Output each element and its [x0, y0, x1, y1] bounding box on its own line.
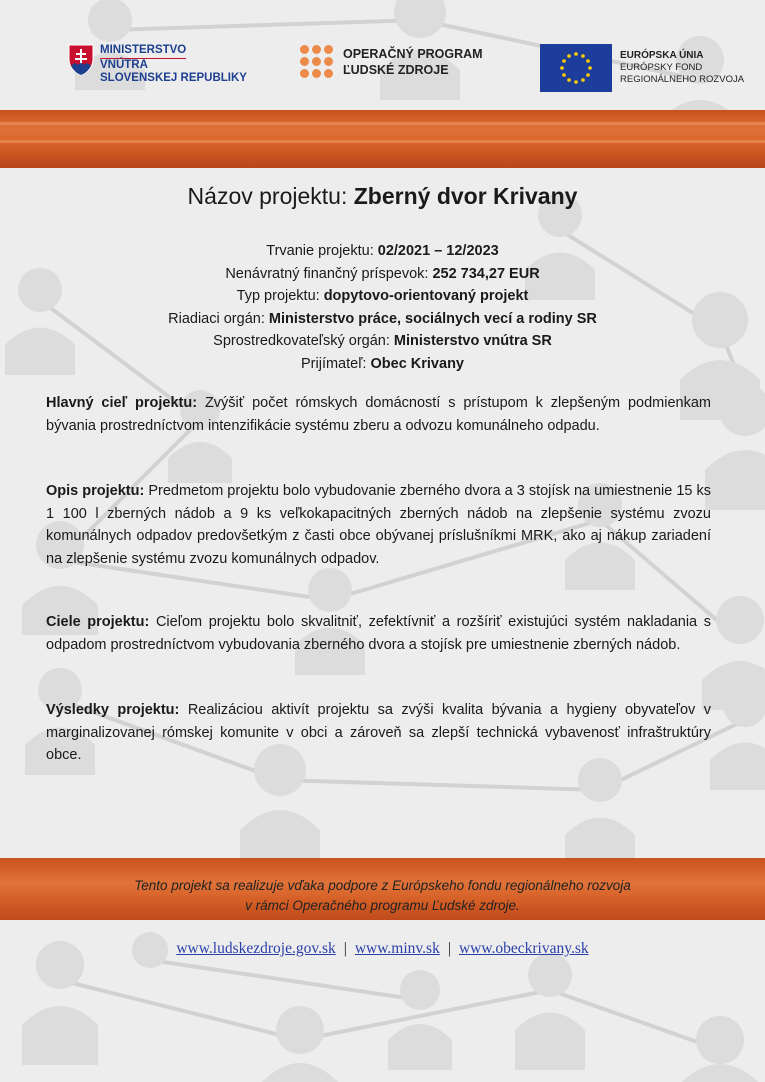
section-results	[46, 699, 711, 767]
slovak-coat-of-arms-icon	[68, 44, 94, 76]
project-info	[0, 240, 765, 375]
program-logo	[300, 45, 483, 78]
section-goals	[46, 611, 711, 656]
info-row: Prijímateľ: Obec Krivany	[301, 355, 464, 372]
info-row: Sprostredkovateľský orgán: Ministerstvo vnútra SR	[213, 333, 552, 349]
funding-note	[0, 876, 765, 916]
funding-note-line2: v rámci Operačného programu Ľudské zdroje.	[245, 898, 520, 913]
info-row: Riadiaci orgán: Ministerstvo práce, sociálnych vecí a rodiny SR	[168, 310, 597, 327]
top-orange-band	[0, 110, 765, 168]
info-row: Typ projektu: dopytovo-orientovaný projekt	[236, 288, 529, 304]
link-separator: |	[447, 940, 451, 957]
program-line1: OPERAČNÝ PROGRAM	[343, 46, 483, 61]
program-line2: ĽUDSKÉ ZDROJE	[343, 62, 449, 77]
info-row: Trvanie projektu: 02/2021 – 12/2023	[266, 243, 499, 259]
link-obeckrivany[interactable]: www.obeckrivany.sk	[458, 940, 589, 957]
section-text: Realizáciou aktivít projektu sa zvýši kvalita bývania a hygieny obyvateľov v marginalizovanej rómskej komunite v obci a zároveň sa zlepší technická vybavenosť infraštruktúry obce.	[46, 702, 712, 764]
ministry-line3: SLOVENSKEJ REPUBLIKY	[100, 72, 247, 84]
section-description	[46, 480, 711, 570]
project-title	[0, 183, 765, 210]
title-prefix: Názov projektu:	[187, 183, 354, 209]
ministry-line2: VNÚTRA	[100, 59, 148, 71]
section-text: Predmetom projektu bolo vybudovanie zberného dvora a 3 stojísk na umiestnenie 15 ks 1 100 l zberných nádob a 9 ks veľkokapacitných zberných nádob na zlepšenie systému zvozu komunálnych odpadov predovšetkým z časti obce obývanej príslušníkmi MRK, ako aj nákup zariadení na zlepšenie systému zvozu komunálnych odpadov.	[46, 483, 711, 567]
section-text: Cieľom projektu bolo skvalitniť, zefektívniť a rozšíriť existujúci systém nakladania s odpadom prostredníctvom vybudovania zberného dvora a stojísk pre umiestnenie zberných nádob.	[46, 614, 712, 653]
eu-line1: EURÓPSKA ÚNIA	[620, 50, 704, 61]
eu-logo	[540, 44, 744, 92]
funding-note-line1: Tento projekt sa realizuje vďaka podpore z Európskeho fondu regionálneho rozvoja	[134, 878, 631, 893]
link-separator: |	[343, 940, 347, 957]
section-heading: Hlavný cieľ projektu:	[46, 395, 198, 411]
section-heading: Ciele projektu:	[46, 614, 150, 630]
section-heading: Výsledky projektu:	[46, 702, 180, 718]
section-text: Zvýšiť počet rómskych domácností s prístupom k zlepšeným podmienkam bývania prostredníctvom intenzifikácie systému zberu a odvozu komunálneho odpadu.	[46, 395, 711, 434]
eu-line3: REGIONÁLNEHO ROZVOJA	[620, 74, 745, 85]
title-name: Zberný dvor Krivany	[353, 183, 578, 209]
website-links	[0, 940, 765, 958]
section-main-goal	[46, 392, 711, 437]
link-minv[interactable]: www.minv.sk	[354, 940, 440, 957]
section-heading: Opis projektu:	[46, 483, 145, 499]
program-dots-icon	[300, 45, 333, 78]
link-ludskezdroje[interactable]: www.ludskezdroje.gov.sk	[176, 940, 336, 957]
eu-flag-icon	[540, 44, 612, 92]
ministry-line1: MINISTERSTVO	[100, 44, 186, 59]
eu-line2: EURÓPSKY FOND	[620, 62, 703, 73]
ministry-logo	[68, 44, 247, 85]
info-row: Nenávratný finančný príspevok: 252 734,27 EUR	[225, 265, 540, 282]
